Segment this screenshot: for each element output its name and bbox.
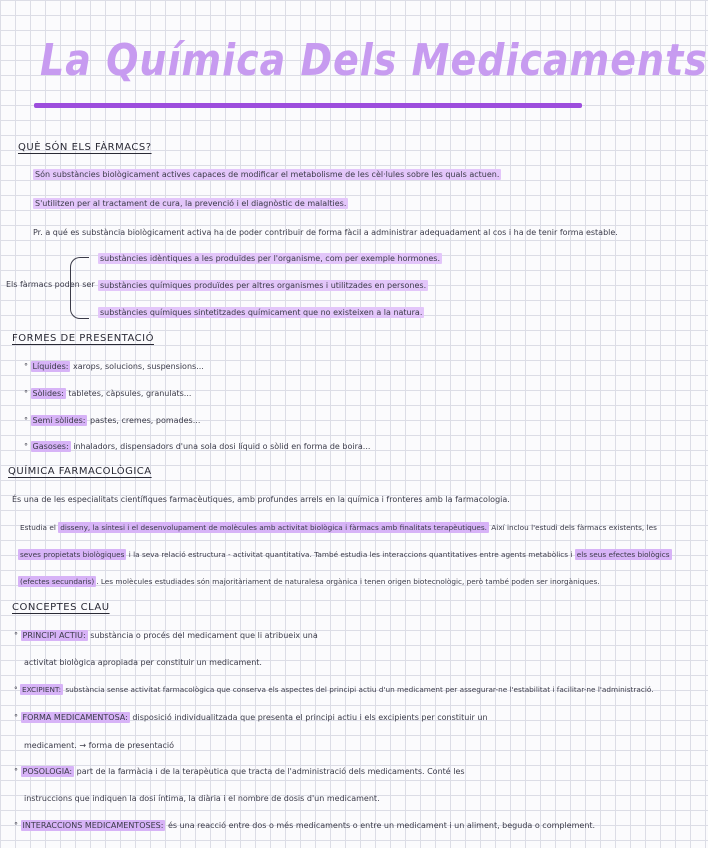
brace-shape: [70, 257, 89, 319]
item-text: disposició individualitzada que presenta el principi actiu i els excipients per constituir un: [129, 713, 488, 722]
highlight-label: EXCIPIENT:: [21, 685, 62, 694]
heading-formes: FORMES DE PRESENTACIÓ: [12, 333, 154, 344]
paragraph: [18, 577, 600, 586]
highlight-text: substàncies químiques produïdes per altres organismes i utilitzades en persones.: [100, 281, 427, 290]
item-text: substància sense activitat farmacològica que conserva els aspectes del principi actiu d'un medicament per assegurar-ne l'estabilitat i facilitar-ne l'administració.: [63, 685, 654, 694]
list-item: [98, 308, 424, 317]
highlight-text: seves propietats biològiques: [20, 550, 125, 559]
list-item: ° Líquides: xarops, solucions, suspensions...: [24, 362, 204, 371]
list-item-continued: activitat biològica apropiada per constituir un medicament.: [24, 658, 262, 667]
highlight-text: Són substàncies biològicament actives capaces de modificar el metabolisme de les cèl·lules sobre les quals actuen.: [35, 170, 500, 179]
highlight-text: els seus efectes biològics: [576, 550, 670, 559]
text: Estudia el: [20, 523, 59, 532]
heading-que-son: QUÈ SÓN ELS FÀRMACS?: [18, 142, 152, 153]
list-item: ° INTERACCIONS MEDICAMENTOSES: és una reacció entre dos o més medicaments o entre un medicament i un aliment, beguda o complement.: [14, 821, 596, 830]
paragraph: [33, 170, 501, 179]
list-item: ° POSOLOGIA: part de la farmàcia i de la terapèutica que tracta de l'administració dels medicaments. Conté les: [14, 767, 465, 776]
list-item: ° PRINCIPI ACTIU: substància o procés del medicament que li atribueix una: [14, 631, 318, 640]
list-item: ° Sòlides: tabletes, càpsules, granulats...: [24, 389, 192, 398]
highlight-label: FORMA MEDICAMENTOSA:: [22, 713, 128, 722]
paragraph: És una de les especialitats científiques farmacèutiques, amb profundes arrels en la química i fronteres amb la farmacologia.: [12, 495, 510, 504]
paragraph: [20, 523, 657, 532]
paragraph: [18, 550, 672, 559]
title-underline: [34, 103, 582, 108]
heading-quimica: QUÍMICA FARMACOLÒGICA: [8, 466, 152, 477]
item-text: tabletes, càpsules, granulats...: [65, 389, 192, 398]
highlight-label: Semi sòlides:: [32, 416, 86, 425]
item-text: substància o procés del medicament que li atribueix una: [87, 631, 318, 640]
highlight-label: POSOLOGIA:: [22, 767, 73, 776]
list-item: ° EXCIPIENT: substància sense activitat farmacològica que conserva els aspectes del principi actiu d'un medicament per assegurar-ne l'estabilitat i facilitar-ne l'administració.: [14, 685, 654, 694]
list-item-continued: medicament. → forma de presentació: [24, 741, 175, 750]
item-text: inhaladors, dispensadors d'una sola dosi líquid o sòlid en forma de boira...: [70, 442, 371, 451]
brace-label: Els fàrmacs poden ser: [6, 280, 95, 289]
paragraph: [33, 199, 348, 208]
item-text: xarops, solucions, suspensions...: [70, 362, 204, 371]
item-text: part de la farmàcia i de la terapèutica que tracta de l'administració dels medicaments. Conté les: [74, 767, 465, 776]
highlight-text: substàncies idèntiques a les produïdes per l'organisme, com per exemple hormones.: [100, 254, 441, 263]
text: . Les molècules estudiades són majoritàriament de naturalesa orgànica i tenen origen biotecnològic, però també poden ser inorgàniques.: [96, 577, 600, 586]
page-title: La Química Dels Medicaments: [40, 34, 708, 86]
highlight-label: Gasoses:: [32, 442, 69, 451]
list-item: ° FORMA MEDICAMENTOSA: disposició individualitzada que presenta el principi actiu i els excipients per constituir un: [14, 713, 488, 722]
highlight-text: (efectes secundaris): [20, 577, 95, 586]
paragraph: Pr. a qué es substància biològicament activa ha de poder contribuir de forma fàcil a administrar adequadament al cos i ha de tenir forma estable.: [33, 228, 618, 237]
text: Així inclou l'estudi dels fàrmacs existents, les: [488, 523, 657, 532]
highlight-label: INTERACCIONS MEDICAMENTOSES:: [22, 821, 164, 830]
list-item-continued: instruccions que indiquen la dosi íntima, la diària i el nombre de dosis d'un medicament.: [24, 794, 380, 803]
list-item: ° Gasoses: inhaladors, dispensadors d'una sola dosi líquid o sòlid en forma de boira...: [24, 442, 371, 451]
highlight-label: PRINCIPI ACTIU:: [22, 631, 86, 640]
item-text: pastes, cremes, pomades...: [87, 416, 201, 425]
item-text: és una reacció entre dos o més medicaments o entre un medicament i un aliment, beguda o complement.: [165, 821, 596, 830]
list-item: [98, 281, 428, 290]
list-item: [98, 254, 442, 263]
highlight-text: substàncies químiques sintetitzades químicament que no existeixen a la natura.: [100, 308, 423, 317]
highlight-text: disseny, la síntesi i el desenvolupament de molècules amb activitat biològica i fàrmacs amb finalitats terapèutiques.: [60, 523, 487, 532]
list-item: ° Semi sòlides: pastes, cremes, pomades...: [24, 416, 201, 425]
highlight-label: Sòlides:: [32, 389, 64, 398]
text: i la seva relació estructura - activitat quantitativa. També estudia les interaccions quantitatives entre agents metabòlics i: [126, 550, 575, 559]
highlight-label: Líquides:: [32, 362, 69, 371]
heading-conceptes: CONCEPTES CLAU: [12, 602, 110, 613]
highlight-text: S'utilitzen per al tractament de cura, la prevenció i el diagnòstic de malalties.: [35, 199, 347, 208]
